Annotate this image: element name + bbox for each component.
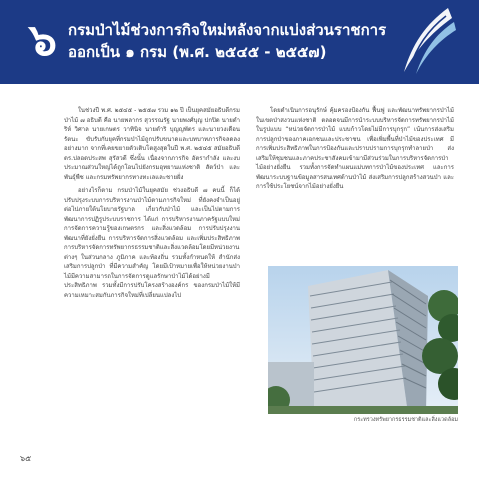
page-number: ๖๕ xyxy=(20,454,32,463)
chapter-title-line-1: กรมป่าไม้ช่วงการกิจใหม่หลังจากแบ่งส่วนราชการ xyxy=(68,21,387,39)
chapter-number: ๖ xyxy=(29,15,57,66)
paragraph: โดยดำเนินการอนุรักษ์ คุ้มครองป้องกัน ฟื้นฟู และพัฒนาทรัพยากรป่าไม้ในเขตป่าสงวนแห่งชาติ ตลอดจนมีการนำระบบบริหารจัดการทรัพยากรป่าไม้ในรูปแบบ “หน่วยจัดการป่าไม้ แบบก้าวโดยไม่มีการบุกรุก” เน้นการส่งเสริมการปลูกป่าของภาคเอกชนและประชาชน เพื่อเพิ่มพื้นที่ป่าไม้ของประเทศ มีการเพิ่มประสิทธิภาพในการป้องกันและปราบปรามการบุกรุกทำลายป่า ส่งเสริมให้ชุมชนและภาคประชาสังคมเข้ามามีส่วนร่วมในการบริหารจัดการป่าไม้อย่างยั่งยืน รวมทั้งการจัดทำแผนแม่บทการป่าไม้ของประเทศ และการพัฒนาระบบฐานข้อมูลสารสนเทศด้านป่าไม้ ส่งเสริมการปลูกสร้างสวนป่า และการใช้ประโยชน์จากไม้อย่างยั่งยืน xyxy=(256,107,454,190)
paragraph: อย่างไรก็ตาม กรมป่าไม้ในยุคสมัย ช่วงอธิบดี ๗ คนนี้ ก็ได้ปรับปรุงระบบการบริหารงานป่าไม้ตามภารกิจใหม่ ที่ยังคงจำเป็นอยู่ ต่อไปภายใต้นโยบายรัฐบาล เกี่ยวกับป่าไม้ และเป็นไปตามการพัฒนาการปฏิรูประบบราชการ ได้แก่ การบริหารงานภาครัฐแบบใหม่ การจัดการความรู้ของเกษตรกร และสิ่งแวดล้อม การปรับปรุงงานพัฒนาที่ยังยั่งยืน การบริหารจัดการสิ่งแวดล้อม และเพิ่มประสิทธิภาพ การบริหารจัดการทรัพยากรธรรมชาติและสิ่งแวดล้อมโดยมีหน่วยงานต่างๆ ในส่วนกลาง ภูมิภาค และท้องถิ่น รวมทั้งกำหนดให้ สำนักส่งเสริมการปลูกป่า ที่มีความสำคัญ โดยมีเป้าหมายเพื่อให้หน่วยงานป่าไม้มีความสามารถในการจัดการดูแลรักษาป่าไม้ได้อย่างมีประสิทธิภาพ รวมทั้งมีการปรับโครงสร้างองค์กร ของกรมป่าไม้ให้มีความเหมาะสมกับภารกิจใหม่ที่เปลี่ยนแปลงไป xyxy=(64,187,240,299)
chapter-header xyxy=(0,0,479,84)
feather-quill-logo-icon xyxy=(396,6,456,78)
paragraph: ในช่วงปี พ.ศ. ๒๕๔๕ - ๒๕๕๗ รวม ๑๒ ปี เป็นยุคสมัยอธิบดีกรมป่าไม้ ๗ อธิบดี คือ นายพลากร สุวรรณรัฐ นายพงศ์บุญ ปกปิด นายดำริห์ วิศาล นายเกษตร วาทินิจ นายดำริ บุญญพัตร และนายวงเดือน รัตนะ ขับรับกับยุคที่กรมป่าไม้ถูกปรับขนาดและบทบาทภารกิจลดลงอย่างมาก จากที่เคยขยายตัวเติบโตสูงสุดในปี พ.ศ. ๒๕๔๕ สมัยอธิบดี ดร.ปลอดประสพ สุรัสวดี ซึ่งนั้น เนื่องจากภารกิจ อัตรากำลัง และงบประมาณส่วนใหญ่ได้ถูกโอนไปยังกรมอุทยานแห่งชาติ สัตว์ป่า และพันธุ์พืช และกรมทรัพยากรทางทะเลและชายฝั่ง xyxy=(64,107,240,181)
left-text-column xyxy=(64,106,240,304)
ministry-building-illustration xyxy=(268,266,458,414)
right-text-column xyxy=(256,106,454,196)
chapter-title-line-2: ออกเป็น ๑ กรม (พ.ศ. ๒๕๔๕ - ๒๕๕๗) xyxy=(68,43,327,61)
photo-caption: กระทรวงทรัพยากรธรรมชาติและสิ่งแวดล้อม xyxy=(353,417,458,423)
ministry-building-photo xyxy=(268,266,458,414)
